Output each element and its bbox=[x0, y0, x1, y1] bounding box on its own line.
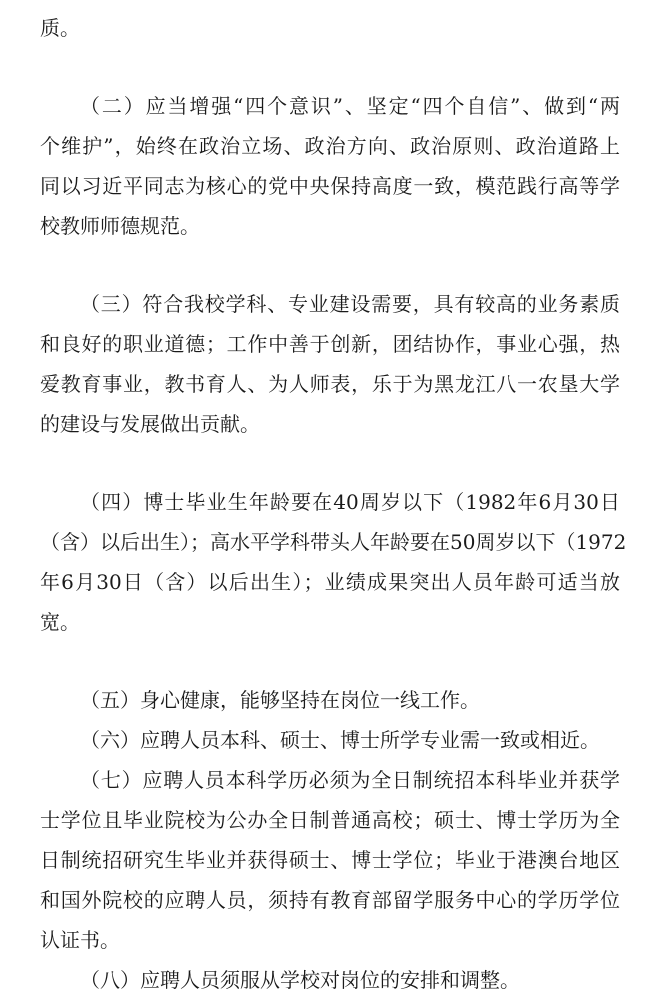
text-line: （三）符合我校学科、专业建设需要，具有较高的业务素质 bbox=[80, 292, 620, 316]
paragraph-gap bbox=[40, 246, 620, 284]
paragraph-item-3 bbox=[40, 284, 620, 444]
paragraph-item-4 bbox=[40, 482, 627, 642]
text-line: 士学位且毕业院校为公办全日制普通高校；硕士、博士学历为全 bbox=[40, 808, 620, 832]
text-line: 宽。 bbox=[40, 610, 80, 634]
text-line: 年6月30日（含）以后出生）；业绩成果突出人员年龄可适当放 bbox=[40, 570, 620, 594]
text-line: （七）应聘人员本科学历必须为全日制统招本科毕业并获学 bbox=[80, 768, 620, 792]
paragraph-continuation bbox=[40, 8, 620, 48]
text-line: 校教师师德规范。 bbox=[40, 214, 200, 238]
text-line: 同以习近平同志为核心的党中央保持高度一致，模范践行高等学 bbox=[40, 174, 620, 198]
text-line: （含）以后出生）；高水平学科带头人年龄要在50周岁以下（1972 bbox=[40, 530, 627, 554]
paragraph-gap bbox=[40, 444, 620, 482]
paragraph-gap bbox=[40, 48, 620, 86]
text-line: 认证书。 bbox=[40, 928, 120, 952]
text-line: 个维护”，始终在政治立场、政治方向、政治原则、政治道路上 bbox=[40, 134, 620, 158]
text-line: （四）博士毕业生年龄要在40周岁以下（1982年6月30日 bbox=[80, 490, 620, 514]
text-line: 和国外院校的应聘人员，须持有教育部留学服务中心的学历学位 bbox=[40, 888, 620, 912]
text-line: （二）应当增强“四个意识”、坚定“四个自信”、做到“两 bbox=[80, 94, 620, 118]
paragraph-item-8 bbox=[40, 960, 620, 1000]
text-line: 日制统招研究生毕业并获得硕士、博士学位；毕业于港澳台地区 bbox=[40, 848, 620, 872]
text-line: （五）身心健康，能够坚持在岗位一线工作。 bbox=[80, 688, 480, 712]
text-line: 的建设与发展做出贡献。 bbox=[40, 412, 260, 436]
paragraph-item-5 bbox=[40, 680, 620, 720]
text-line: 质。 bbox=[40, 16, 80, 40]
paragraph-item-2 bbox=[40, 86, 620, 246]
text-line: （八）应聘人员须服从学校对岗位的安排和调整。 bbox=[80, 968, 520, 992]
document-page bbox=[40, 8, 627, 1000]
text-line: 爱教育事业，教书育人、为人师表，乐于为黑龙江八一农垦大学 bbox=[40, 372, 620, 396]
paragraph-item-6 bbox=[40, 720, 620, 760]
paragraph-gap bbox=[40, 642, 620, 680]
text-line: 和良好的职业道德；工作中善于创新，团结协作，事业心强，热 bbox=[40, 332, 620, 356]
paragraph-item-7 bbox=[40, 760, 620, 960]
text-line: （六）应聘人员本科、硕士、博士所学专业需一致或相近。 bbox=[80, 728, 600, 752]
